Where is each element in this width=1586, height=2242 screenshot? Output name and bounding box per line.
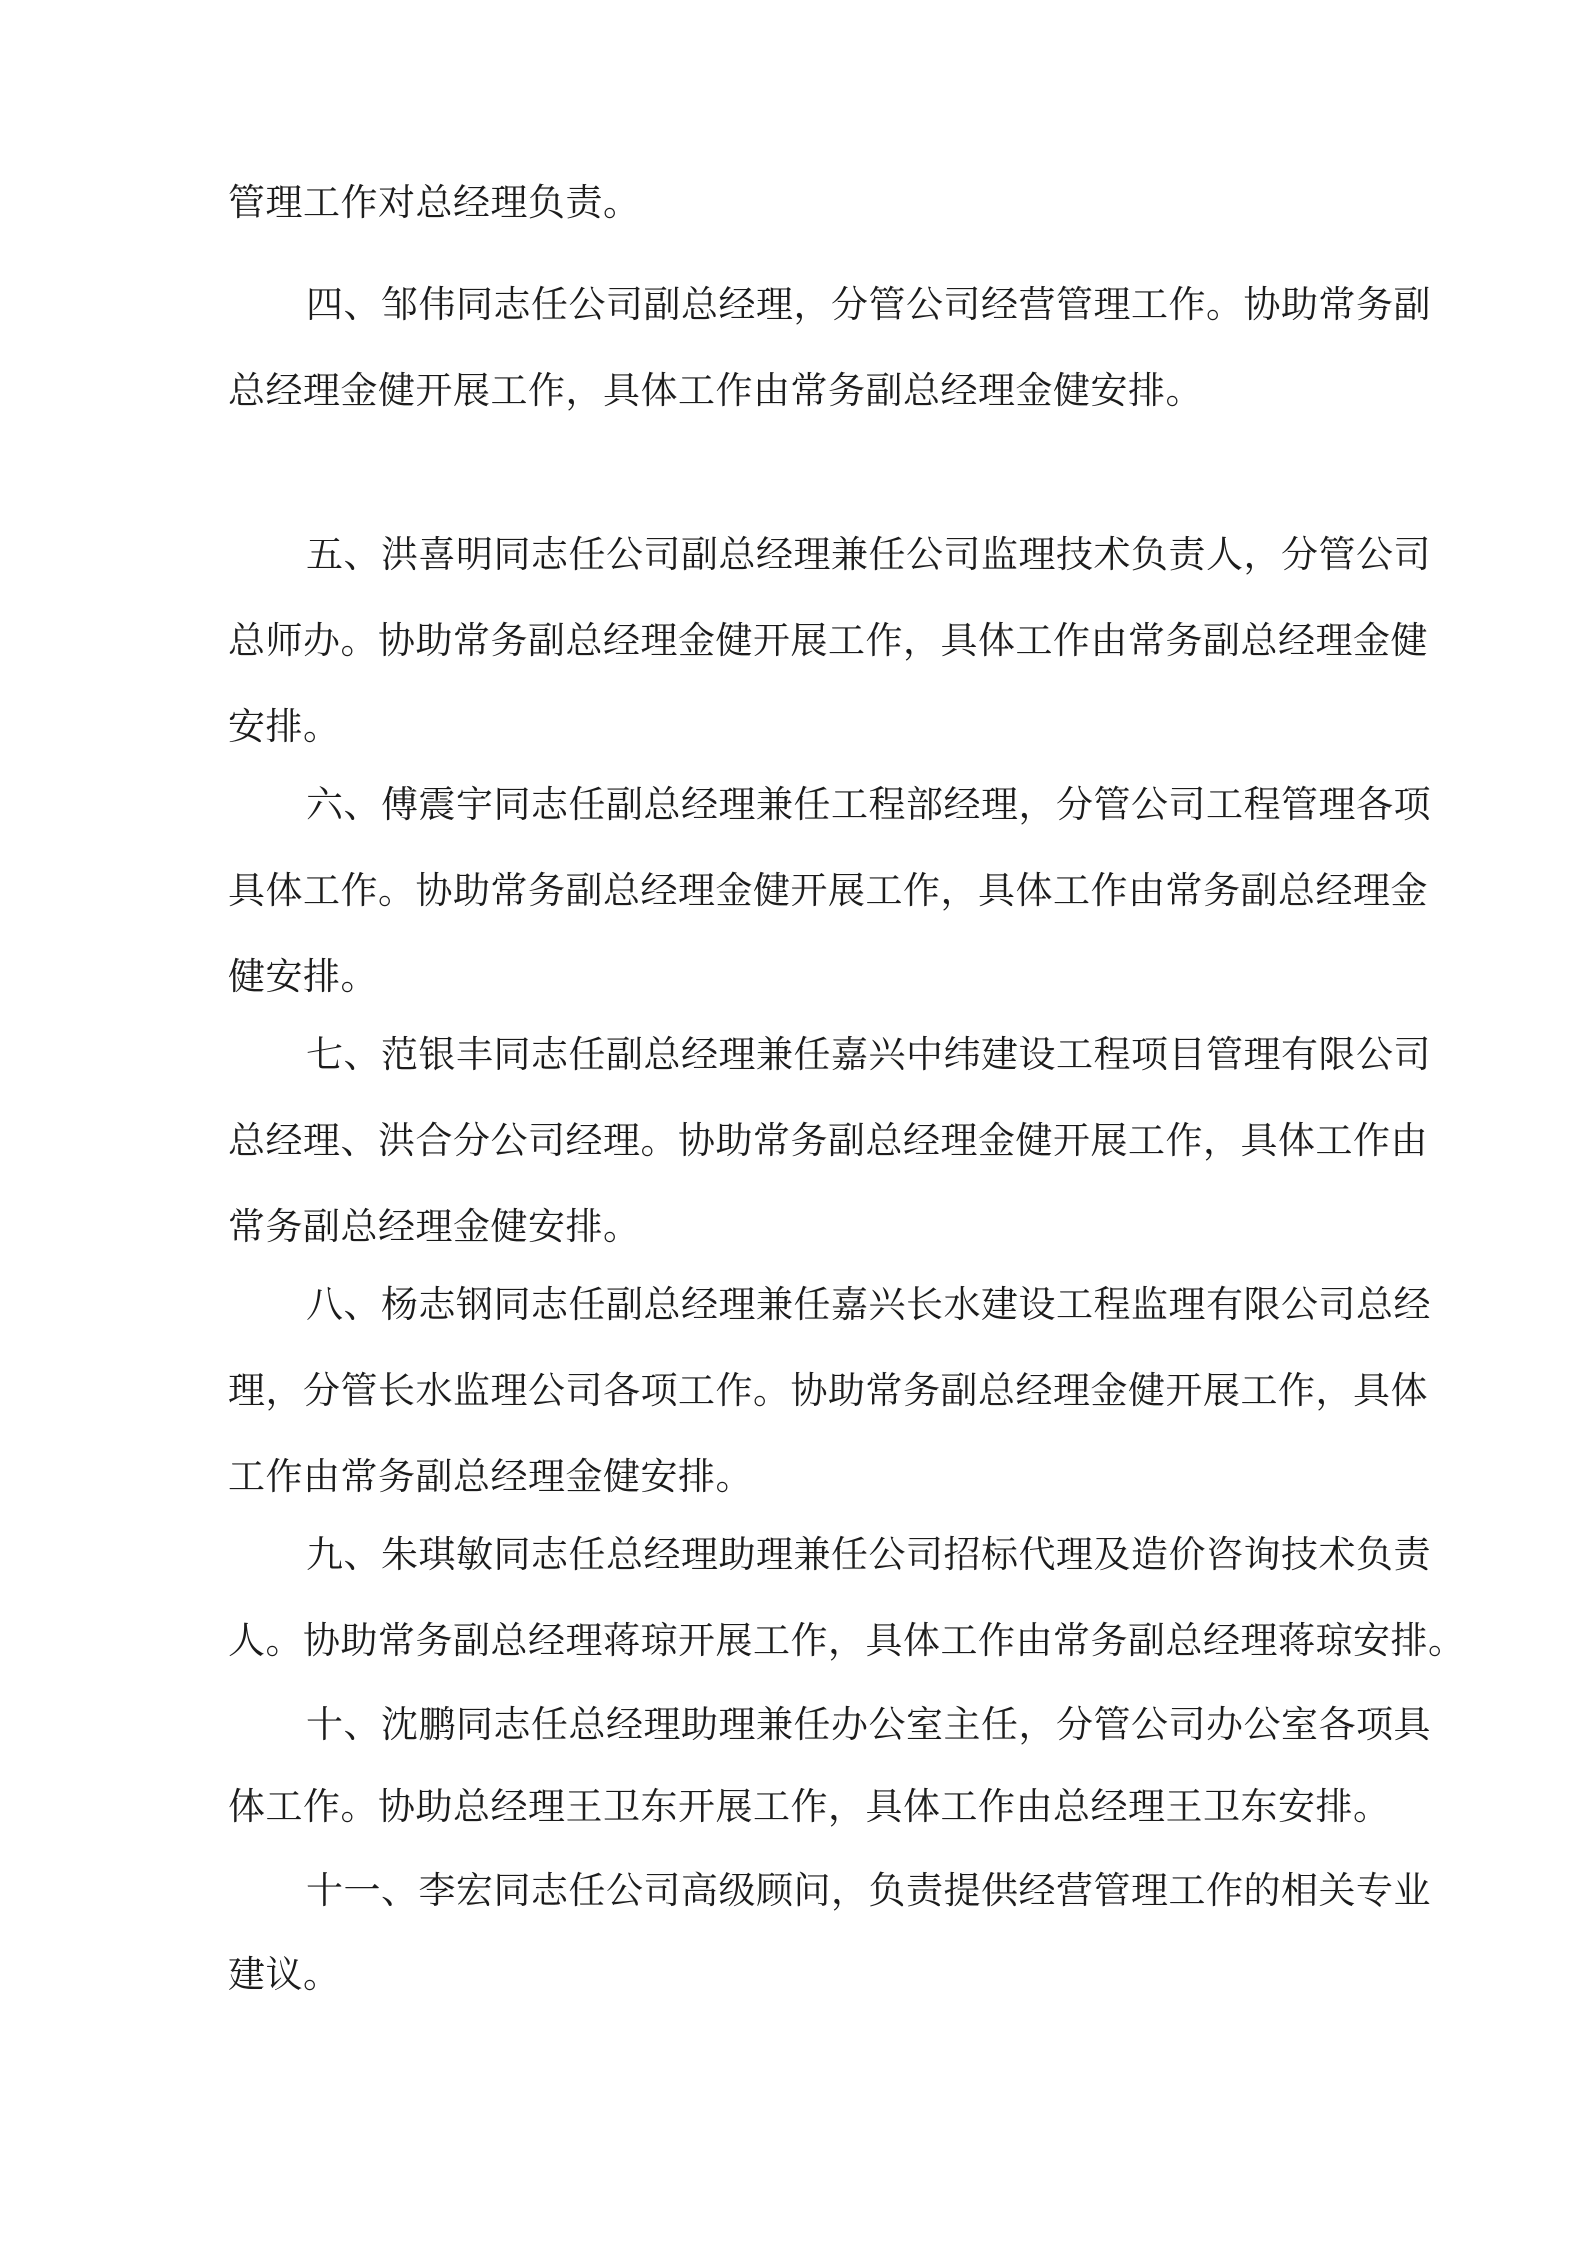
text-line: 工作由常务副总经理金健安排。 [228,1455,753,1498]
text-line: 总师办。协助常务副总经理金健开展工作，具体工作由常务副总经理金健 [228,619,1428,662]
text-line: 建议。 [228,1953,341,1996]
text-line: 安排。 [228,705,341,748]
paragraph-first-line: 六、傅震宇同志任副总经理兼任工程部经理，分管公司工程管理各项 [306,783,1431,826]
text-line: 管理工作对总经理负责。 [228,181,641,224]
paragraph-first-line: 十一、李宏同志任公司高级顾问，负责提供经营管理工作的相关专业 [306,1869,1431,1912]
text-line: 体工作。协助总经理王卫东开展工作，具体工作由总经理王卫东安排。 [228,1785,1391,1828]
paragraph-first-line: 八、杨志钢同志任副总经理兼任嘉兴长水建设工程监理有限公司总经 [306,1283,1431,1326]
paragraph-first-line: 四、邹伟同志任公司副总经理，分管公司经营管理工作。协助常务副 [306,283,1431,326]
paragraph-first-line: 九、朱琪敏同志任总经理助理兼任公司招标代理及造价咨询技术负责 [306,1533,1431,1576]
text-line: 常务副总经理金健安排。 [228,1205,641,1248]
paragraph-first-line: 七、范银丰同志任副总经理兼任嘉兴中纬建设工程项目管理有限公司 [306,1033,1431,1076]
text-line: 具体工作。协助常务副总经理金健开展工作，具体工作由常务副总经理金 [228,869,1428,912]
text-line: 健安排。 [228,955,378,998]
paragraph-first-line: 五、洪喜明同志任公司副总经理兼任公司监理技术负责人，分管公司 [306,533,1431,576]
text-line: 总经理、洪合分公司经理。协助常务副总经理金健开展工作，具体工作由 [228,1119,1428,1162]
text-line: 人。协助常务副总经理蒋琼开展工作，具体工作由常务副总经理蒋琼安排。 [228,1619,1466,1662]
text-line: 理，分管长水监理公司各项工作。协助常务副总经理金健开展工作，具体 [228,1369,1428,1412]
paragraph-first-line: 十、沈鹏同志任总经理助理兼任办公室主任，分管公司办公室各项具 [306,1703,1431,1746]
text-line: 总经理金健开展工作，具体工作由常务副总经理金健安排。 [228,369,1203,412]
